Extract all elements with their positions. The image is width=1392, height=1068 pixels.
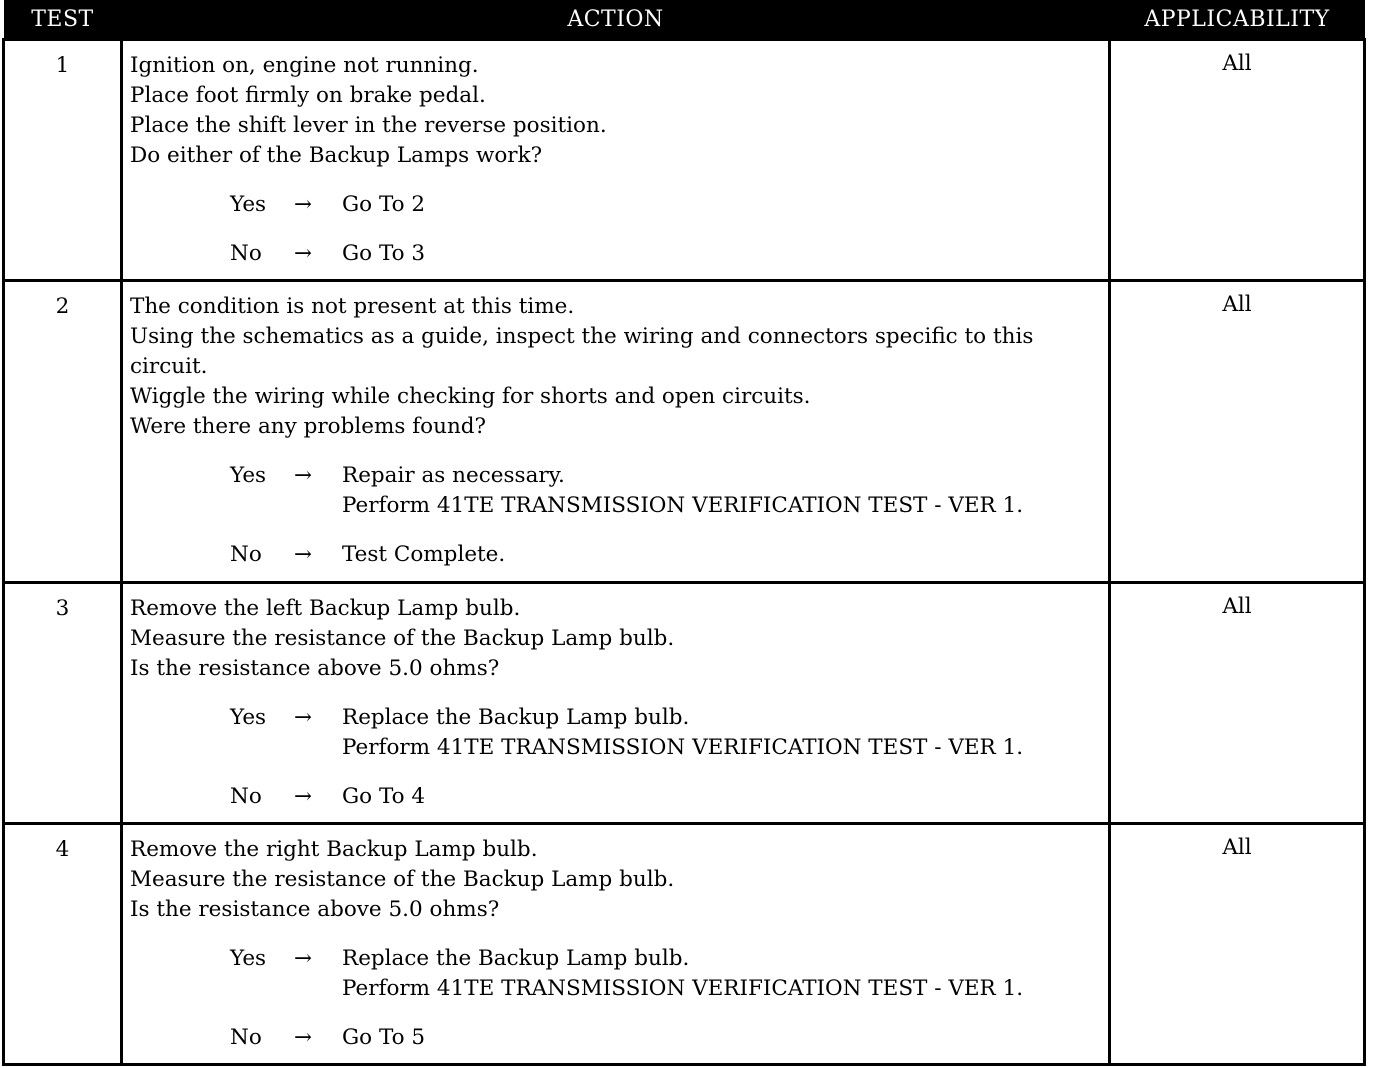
result-line: Go To 5 <box>342 1025 426 1050</box>
answer-label: No <box>230 241 262 266</box>
answer-label: Yes <box>230 705 267 730</box>
answer-label: No <box>230 784 262 809</box>
action-step: Is the resistance above 5.0 ohms? <box>130 897 500 922</box>
action-step: Place foot firmly on brake pedal. <box>130 83 486 108</box>
action-step: Is the resistance above 5.0 ohms? <box>130 656 500 681</box>
outcome-yes <box>230 461 1102 521</box>
result-line: Perform 41TE TRANSMISSION VERIFICATION TEST - VER 1. <box>342 976 1024 1001</box>
test-number: 2 <box>4 281 122 583</box>
result-line: Go To 4 <box>342 784 426 809</box>
table-row <box>4 40 1365 281</box>
header-row <box>4 0 1365 40</box>
right-arrow-icon: → <box>294 1025 313 1050</box>
action-cell <box>122 281 1110 583</box>
action-step: Using the schematics as a guide, inspect the wiring and connectors specific to this circuit. <box>130 324 1034 379</box>
test-number: 1 <box>4 40 122 281</box>
answer-label: Yes <box>230 946 267 971</box>
action-step: Measure the resistance of the Backup Lamp bulb. <box>130 867 675 892</box>
outcome-result <box>342 944 1102 1004</box>
right-arrow-icon: → <box>294 946 313 971</box>
table-row <box>4 824 1365 1065</box>
result-line: Replace the Backup Lamp bulb. <box>342 705 690 730</box>
table-row <box>4 583 1365 824</box>
answer-label: Yes <box>230 463 267 488</box>
result-line: Perform 41TE TRANSMISSION VERIFICATION TEST - VER 1. <box>342 493 1024 518</box>
outcome-yes <box>230 190 1102 220</box>
result-line: Replace the Backup Lamp bulb. <box>342 946 690 971</box>
right-arrow-icon: → <box>294 241 313 266</box>
result-line: Go To 3 <box>342 241 426 266</box>
action-step: Wiggle the wiring while checking for shorts and open circuits. <box>130 384 811 409</box>
applicability-value: All <box>1110 40 1365 281</box>
outcome-no <box>230 1023 1102 1053</box>
test-number: 4 <box>4 824 122 1065</box>
action-step: Measure the resistance of the Backup Lamp bulb. <box>130 626 675 651</box>
action-step: Ignition on, engine not running. <box>130 53 479 78</box>
action-cell <box>122 824 1110 1065</box>
action-step: Were there any problems found? <box>130 414 487 439</box>
outcome-result <box>342 239 1102 269</box>
result-line: Test Complete. <box>342 542 506 567</box>
outcome-result <box>342 461 1102 521</box>
right-arrow-icon: → <box>294 542 313 567</box>
outcome-result <box>342 540 1102 570</box>
result-line: Perform 41TE TRANSMISSION VERIFICATION TEST - VER 1. <box>342 735 1024 760</box>
table-body <box>4 40 1365 1065</box>
outcome-no <box>230 239 1102 269</box>
header-action: ACTION <box>122 0 1110 40</box>
header-test: TEST <box>4 0 122 40</box>
applicability-value: All <box>1110 281 1365 583</box>
action-step: The condition is not present at this time. <box>130 294 575 319</box>
right-arrow-icon: → <box>294 784 313 809</box>
applicability-value: All <box>1110 824 1365 1065</box>
table-row <box>4 281 1365 583</box>
right-arrow-icon: → <box>294 192 313 217</box>
outcome-no <box>230 540 1102 570</box>
outcome-no <box>230 782 1102 812</box>
answer-label: No <box>230 542 262 567</box>
answer-label: No <box>230 1025 262 1050</box>
outcome-result <box>342 1023 1102 1053</box>
outcome-yes <box>230 703 1102 763</box>
result-line: Repair as necessary. <box>342 463 565 488</box>
action-cell <box>122 583 1110 824</box>
action-cell <box>122 40 1110 281</box>
action-step: Remove the right Backup Lamp bulb. <box>130 837 538 862</box>
action-step: Do either of the Backup Lamps work? <box>130 143 543 168</box>
right-arrow-icon: → <box>294 463 313 488</box>
outcome-result <box>342 703 1102 763</box>
right-arrow-icon: → <box>294 705 313 730</box>
table-header <box>4 0 1365 40</box>
header-applicability: APPLICABILITY <box>1110 0 1365 40</box>
diagnostic-test-table <box>2 0 1366 1066</box>
result-line: Go To 2 <box>342 192 426 217</box>
action-step: Remove the left Backup Lamp bulb. <box>130 596 521 621</box>
applicability-value: All <box>1110 583 1365 824</box>
answer-label: Yes <box>230 192 267 217</box>
outcome-result <box>342 190 1102 220</box>
outcome-yes <box>230 944 1102 1004</box>
test-number: 3 <box>4 583 122 824</box>
outcome-result <box>342 782 1102 812</box>
action-step: Place the shift lever in the reverse position. <box>130 113 607 138</box>
